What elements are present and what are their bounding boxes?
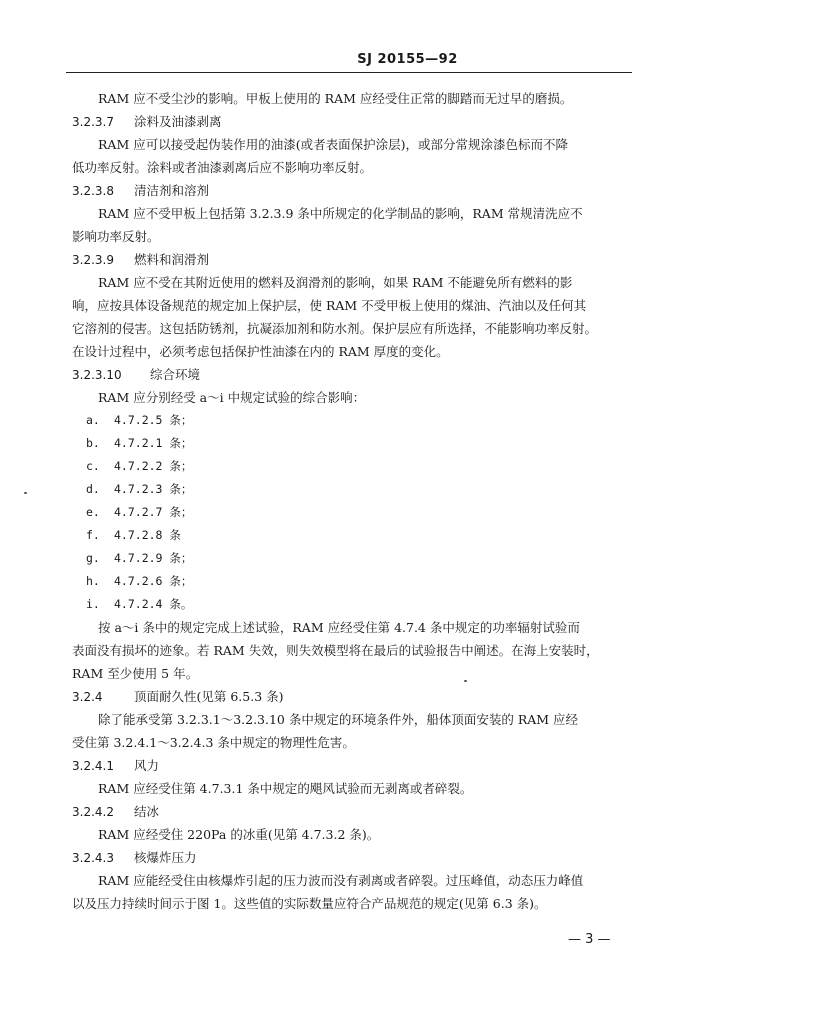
list-letter: e. — [86, 505, 100, 519]
list-text: 4.7.2.6 条； — [114, 574, 193, 588]
list-lead: RAM 应分别经受 a～i 中规定试验的综合影响： — [98, 390, 366, 405]
section-3-2-3-9 — [72, 248, 632, 271]
section-3-2-4-1 — [72, 754, 632, 777]
list-letter: c. — [86, 459, 100, 473]
paragraph-line: 它溶剂的侵害。这包括防锈剂，抗凝添加剂和防水剂。保护层应有所选择，不能影响功率反射。 — [72, 321, 598, 336]
list-letter: a. — [86, 413, 100, 427]
section-number: 3.2.3.10 — [72, 368, 122, 382]
list-text: 4.7.2.8 条 — [114, 528, 181, 542]
header-rule — [66, 72, 632, 73]
section-3-2-4-2 — [72, 800, 632, 823]
section-title: 综合环境 — [150, 367, 201, 382]
paragraph-line: RAM 应不受甲板上包括第 3.2.3.9 条中所规定的化学制品的影响，RAM 常规清洗应不 — [98, 206, 583, 221]
paragraph-line: 以及压力持续时间示于图 1。这些值的实际数量应符合产品规范的规定(见第 6.3 条)。 — [72, 896, 547, 911]
list-text: 4.7.2.2 条； — [114, 459, 193, 473]
list-text: 4.7.2.5 条； — [114, 413, 193, 427]
list-letter: i. — [86, 597, 100, 611]
list-text: 4.7.2.9 条； — [114, 551, 193, 565]
section-title: 燃料和润滑剂 — [134, 252, 210, 267]
paragraph-line: 在设计过程中，必须考虑包括保护性油漆在内的 RAM 厚度的变化。 — [72, 344, 449, 359]
paragraph-line: 除了能承受第 3.2.3.1～3.2.3.10 条中规定的环境条件外，船体顶面安装的 RAM 应经 — [98, 712, 579, 727]
paragraph-line: 受住第 3.2.4.1～3.2.4.3 条中规定的物理性危害。 — [72, 735, 355, 750]
section-number: 3.2.4 — [72, 690, 103, 704]
list-item — [72, 455, 632, 478]
scan-speck — [24, 492, 27, 494]
list-letter: d. — [86, 482, 100, 496]
section-3-2-4-3 — [72, 846, 632, 869]
section-number: 3.2.3.7 — [72, 115, 114, 129]
section-3-2-3-7 — [72, 110, 632, 133]
paragraph-line: RAM 应不受在其附近使用的燃料及润滑剂的影响，如果 RAM 不能避免所有燃料的影 — [98, 275, 573, 290]
list-item — [72, 409, 632, 432]
list-item — [72, 524, 632, 547]
paragraph-dust: RAM 应不受尘沙的影响。甲板上使用的 RAM 应经受住正常的脚踏而无过早的磨损。 — [98, 91, 573, 106]
paragraph-line: RAM 应经受住第 4.7.3.1 条中规定的飓风试验而无剥离或者碎裂。 — [98, 781, 473, 796]
paragraph-line: RAM 应能经受住由核爆炸引起的压力波而没有剥离或者碎裂。过压峰值，动态压力峰值 — [98, 873, 584, 888]
section-title: 顶面耐久性(见第 6.5.3 条) — [134, 689, 284, 704]
list-item — [72, 478, 632, 501]
section-number: 3.2.4.2 — [72, 805, 114, 819]
list-text: 4.7.2.4 条。 — [114, 597, 193, 611]
section-number: 3.2.3.9 — [72, 253, 114, 267]
page-number: — 3 — — [568, 932, 611, 947]
list-item — [72, 547, 632, 570]
section-number: 3.2.4.1 — [72, 759, 114, 773]
list-letter: b. — [86, 436, 100, 450]
list-item — [72, 501, 632, 524]
section-title: 核爆炸压力 — [134, 850, 197, 865]
section-title: 涂料及油漆剥离 — [134, 114, 222, 129]
list-text: 4.7.2.7 条； — [114, 505, 193, 519]
section-3-2-4 — [72, 685, 632, 708]
list-text: 4.7.2.1 条； — [114, 436, 193, 450]
list-letter: g. — [86, 551, 100, 565]
section-title: 清洁剂和溶剂 — [134, 183, 210, 198]
list-letter: f. — [86, 528, 100, 542]
document-body — [72, 87, 632, 915]
list-item — [72, 593, 632, 616]
list-letter: h. — [86, 574, 100, 588]
section-3-2-3-8 — [72, 179, 632, 202]
section-number: 3.2.4.3 — [72, 851, 114, 865]
paragraph-line: RAM 至少使用 5 年。 — [72, 666, 199, 681]
paragraph-line: 表面没有损坏的迹象。若 RAM 失效，则失效模型将在最后的试验报告中阐述。在海上安装时， — [72, 643, 599, 658]
paragraph-line: 按 a～i 条中的规定完成上述试验，RAM 应经受住第 4.7.4 条中规定的功率辐射试验而 — [98, 620, 580, 635]
section-title: 结冰 — [134, 804, 160, 819]
section-title: 风力 — [134, 758, 160, 773]
section-number: 3.2.3.8 — [72, 184, 114, 198]
scan-speck — [464, 680, 467, 682]
paragraph-line: 影响功率反射。 — [72, 229, 160, 244]
paragraph-line: 低功率反射。涂料或者油漆剥离后应不影响功率反射。 — [72, 160, 373, 175]
list-item — [72, 570, 632, 593]
paragraph-line: 响，应按具体设备规范的规定加上保护层，使 RAM 不受甲板上使用的煤油、汽油以及任何其 — [72, 298, 587, 313]
list-text: 4.7.2.3 条； — [114, 482, 193, 496]
section-3-2-3-10 — [72, 363, 632, 386]
list-item — [72, 432, 632, 455]
standard-code: SJ 20155—92 — [357, 52, 458, 67]
paragraph-line: RAM 应经受住 220Pa 的冰重(见第 4.7.3.2 条)。 — [98, 827, 380, 842]
paragraph-line: RAM 应可以接受起伪装作用的油漆(或者表面保护涂层)，或部分常规涂漆色标而不降 — [98, 137, 568, 152]
